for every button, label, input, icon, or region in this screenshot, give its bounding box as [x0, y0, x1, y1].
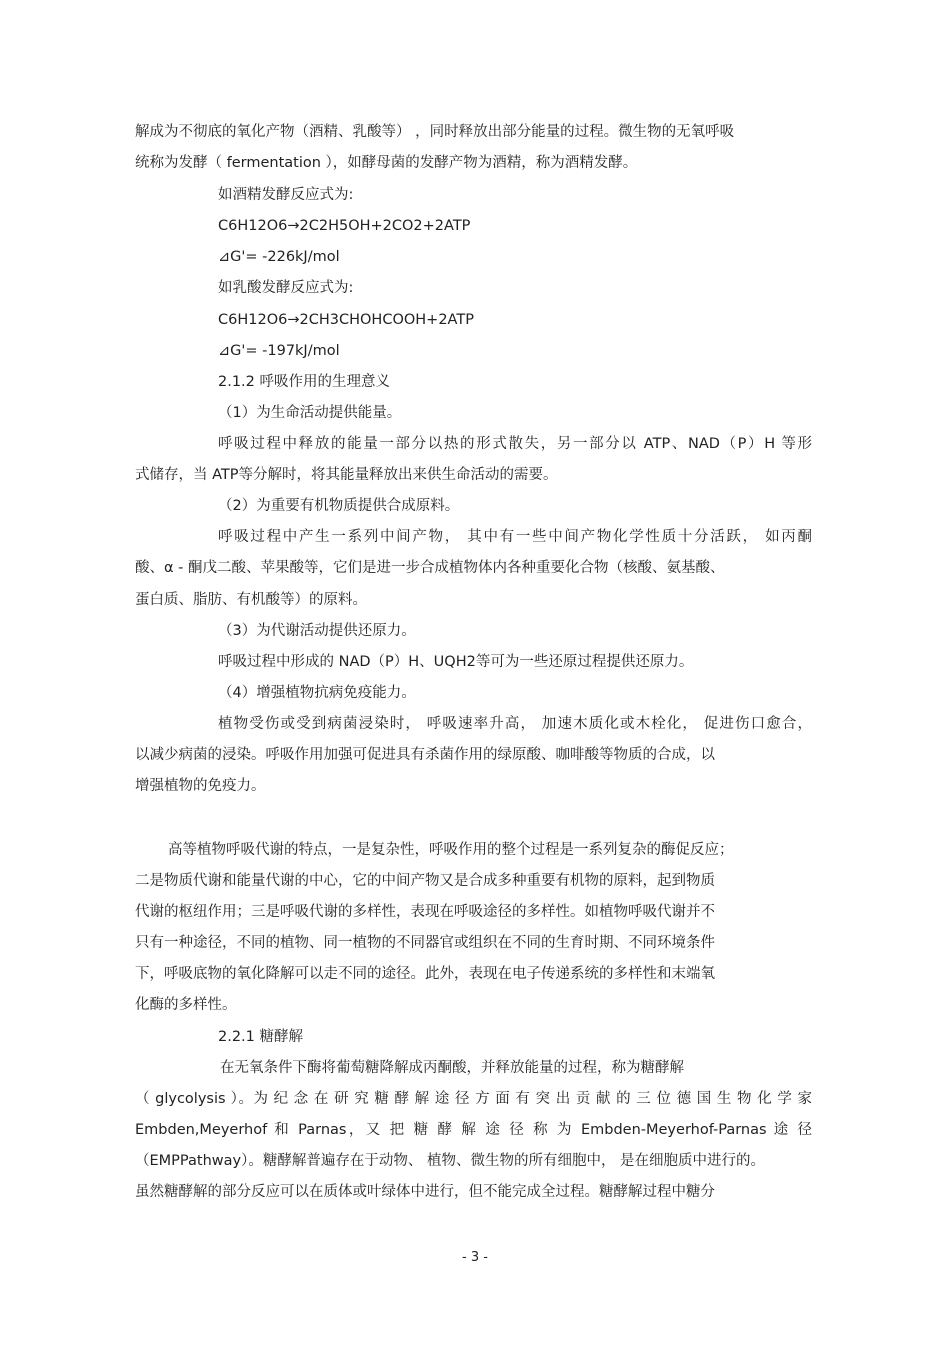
text-line: 在无氧条件下酶将葡萄糖降解成丙酮酸，并释放能量的过程，称为糖酵解	[220, 1060, 684, 1076]
text-line: 解成为不彻底的氧化产物（酒精、乳酸等） ，同时释放出部分能量的过程。微生物的无氧呼吸	[135, 124, 735, 140]
text-line: 如乳酸发酵反应式为:	[218, 280, 354, 296]
section-heading: 2.2.1 糖酵解	[218, 1029, 304, 1045]
text-line: （4）增强植物抗病免疫能力。	[218, 685, 416, 701]
text-line: 虽然糖酵解的部分反应可以在质体或叶绿体中进行，但不能完成全过程。糖酵解过程中糖分	[135, 1184, 715, 1200]
page-number: - 3 -	[462, 1250, 488, 1265]
text-line: 植物受伤或受到病菌浸染时， 呼吸速率升高， 加速木质化或木栓化， 促进伤口愈合，	[218, 716, 812, 732]
text-line: 式储存，当 ATP等分解时，将其能量释放出来供生命活动的需要。	[135, 467, 558, 483]
text-line: Embden,Meyerhof 和 Parnas，又 把 糖 酵 解 途 径 称 为 Embden-Meyerhof-Parnas 途 径	[135, 1122, 812, 1138]
text-line: （1）为生命活动提供能量。	[218, 405, 402, 421]
text-line: 统称为发酵（ fermentation ），如酵母菌的发酵产物为酒精，称为酒精发酵。	[135, 155, 638, 171]
text-line: 以减少病菌的浸染。呼吸作用加强可促进具有杀菌作用的绿原酸、咖啡酸等物质的合成，以	[135, 747, 715, 763]
text-line: 增强植物的免疫力。	[135, 778, 266, 794]
text-line: （ glycolysis ）。为 纪 念 在 研 究 糖 酵 解 途 径 方 面 有 突 出 贡 献 的 三 位 德 国 生 物 化 学 家	[135, 1091, 812, 1107]
text-line: 如酒精发酵反应式为:	[218, 187, 354, 203]
formula-line: C6H12O6→2CH3CHOHCOOH+2ATP	[218, 312, 474, 328]
formula-line: ⊿G'= -197kJ/mol	[218, 343, 340, 359]
text-line: 蛋白质、脂肪、有机酸等）的原料。	[135, 592, 367, 608]
text-line: 代谢的枢纽作用；三是呼吸代谢的多样性，表现在呼吸途径的多样性。如植物呼吸代谢并不	[135, 904, 715, 920]
text-line: 下，呼吸底物的氧化降解可以走不同的途径。此外，表现在电子传递系统的多样性和末端氧	[135, 966, 715, 982]
formula-line: C6H12O6→2C2H5OH+2CO2+2ATP	[218, 218, 471, 234]
text-line: （3）为代谢活动提供还原力。	[218, 623, 416, 639]
text-line: 呼吸过程中释放的能量一部分以热的形式散失，另一部分以 ATP、NAD（P）H 等形	[218, 436, 812, 452]
text-line: 只有一种途径，不同的植物、同一植物的不同器官或组织在不同的生育时期、不同环境条件	[135, 935, 715, 951]
text-line: （EMPPathway）。糖酵解普遍存在于动物、 植物、微生物的所有细胞中， 是在细胞质中进行的。	[135, 1153, 766, 1169]
text-line: 化酶的多样性。	[135, 997, 237, 1013]
text-line: （2）为重要有机物质提供合成原料。	[218, 498, 460, 514]
section-heading: 2.1.2 呼吸作用的生理意义	[218, 374, 391, 390]
text-line: 呼吸过程中形成的 NAD（P）H、UQH2等可为一些还原过程提供还原力。	[218, 654, 694, 670]
text-line: 酸、α - 酮戊二酸、苹果酸等，它们是进一步合成植物体内各种重要化合物（核酸、氨基酸、	[135, 560, 725, 576]
formula-line: ⊿G'= -226kJ/mol	[218, 249, 340, 265]
text-line: 高等植物呼吸代谢的特点，一是复杂性，呼吸作用的整个过程是一系列复杂的酶促反应；	[168, 842, 734, 858]
text-line: 二是物质代谢和能量代谢的中心，它的中间产物又是合成多种重要有机物的原料，起到物质	[135, 873, 715, 889]
text-line: 呼吸过程中产生一系列中间产物， 其中有一些中间产物化学性质十分活跃， 如丙酮	[218, 529, 812, 545]
